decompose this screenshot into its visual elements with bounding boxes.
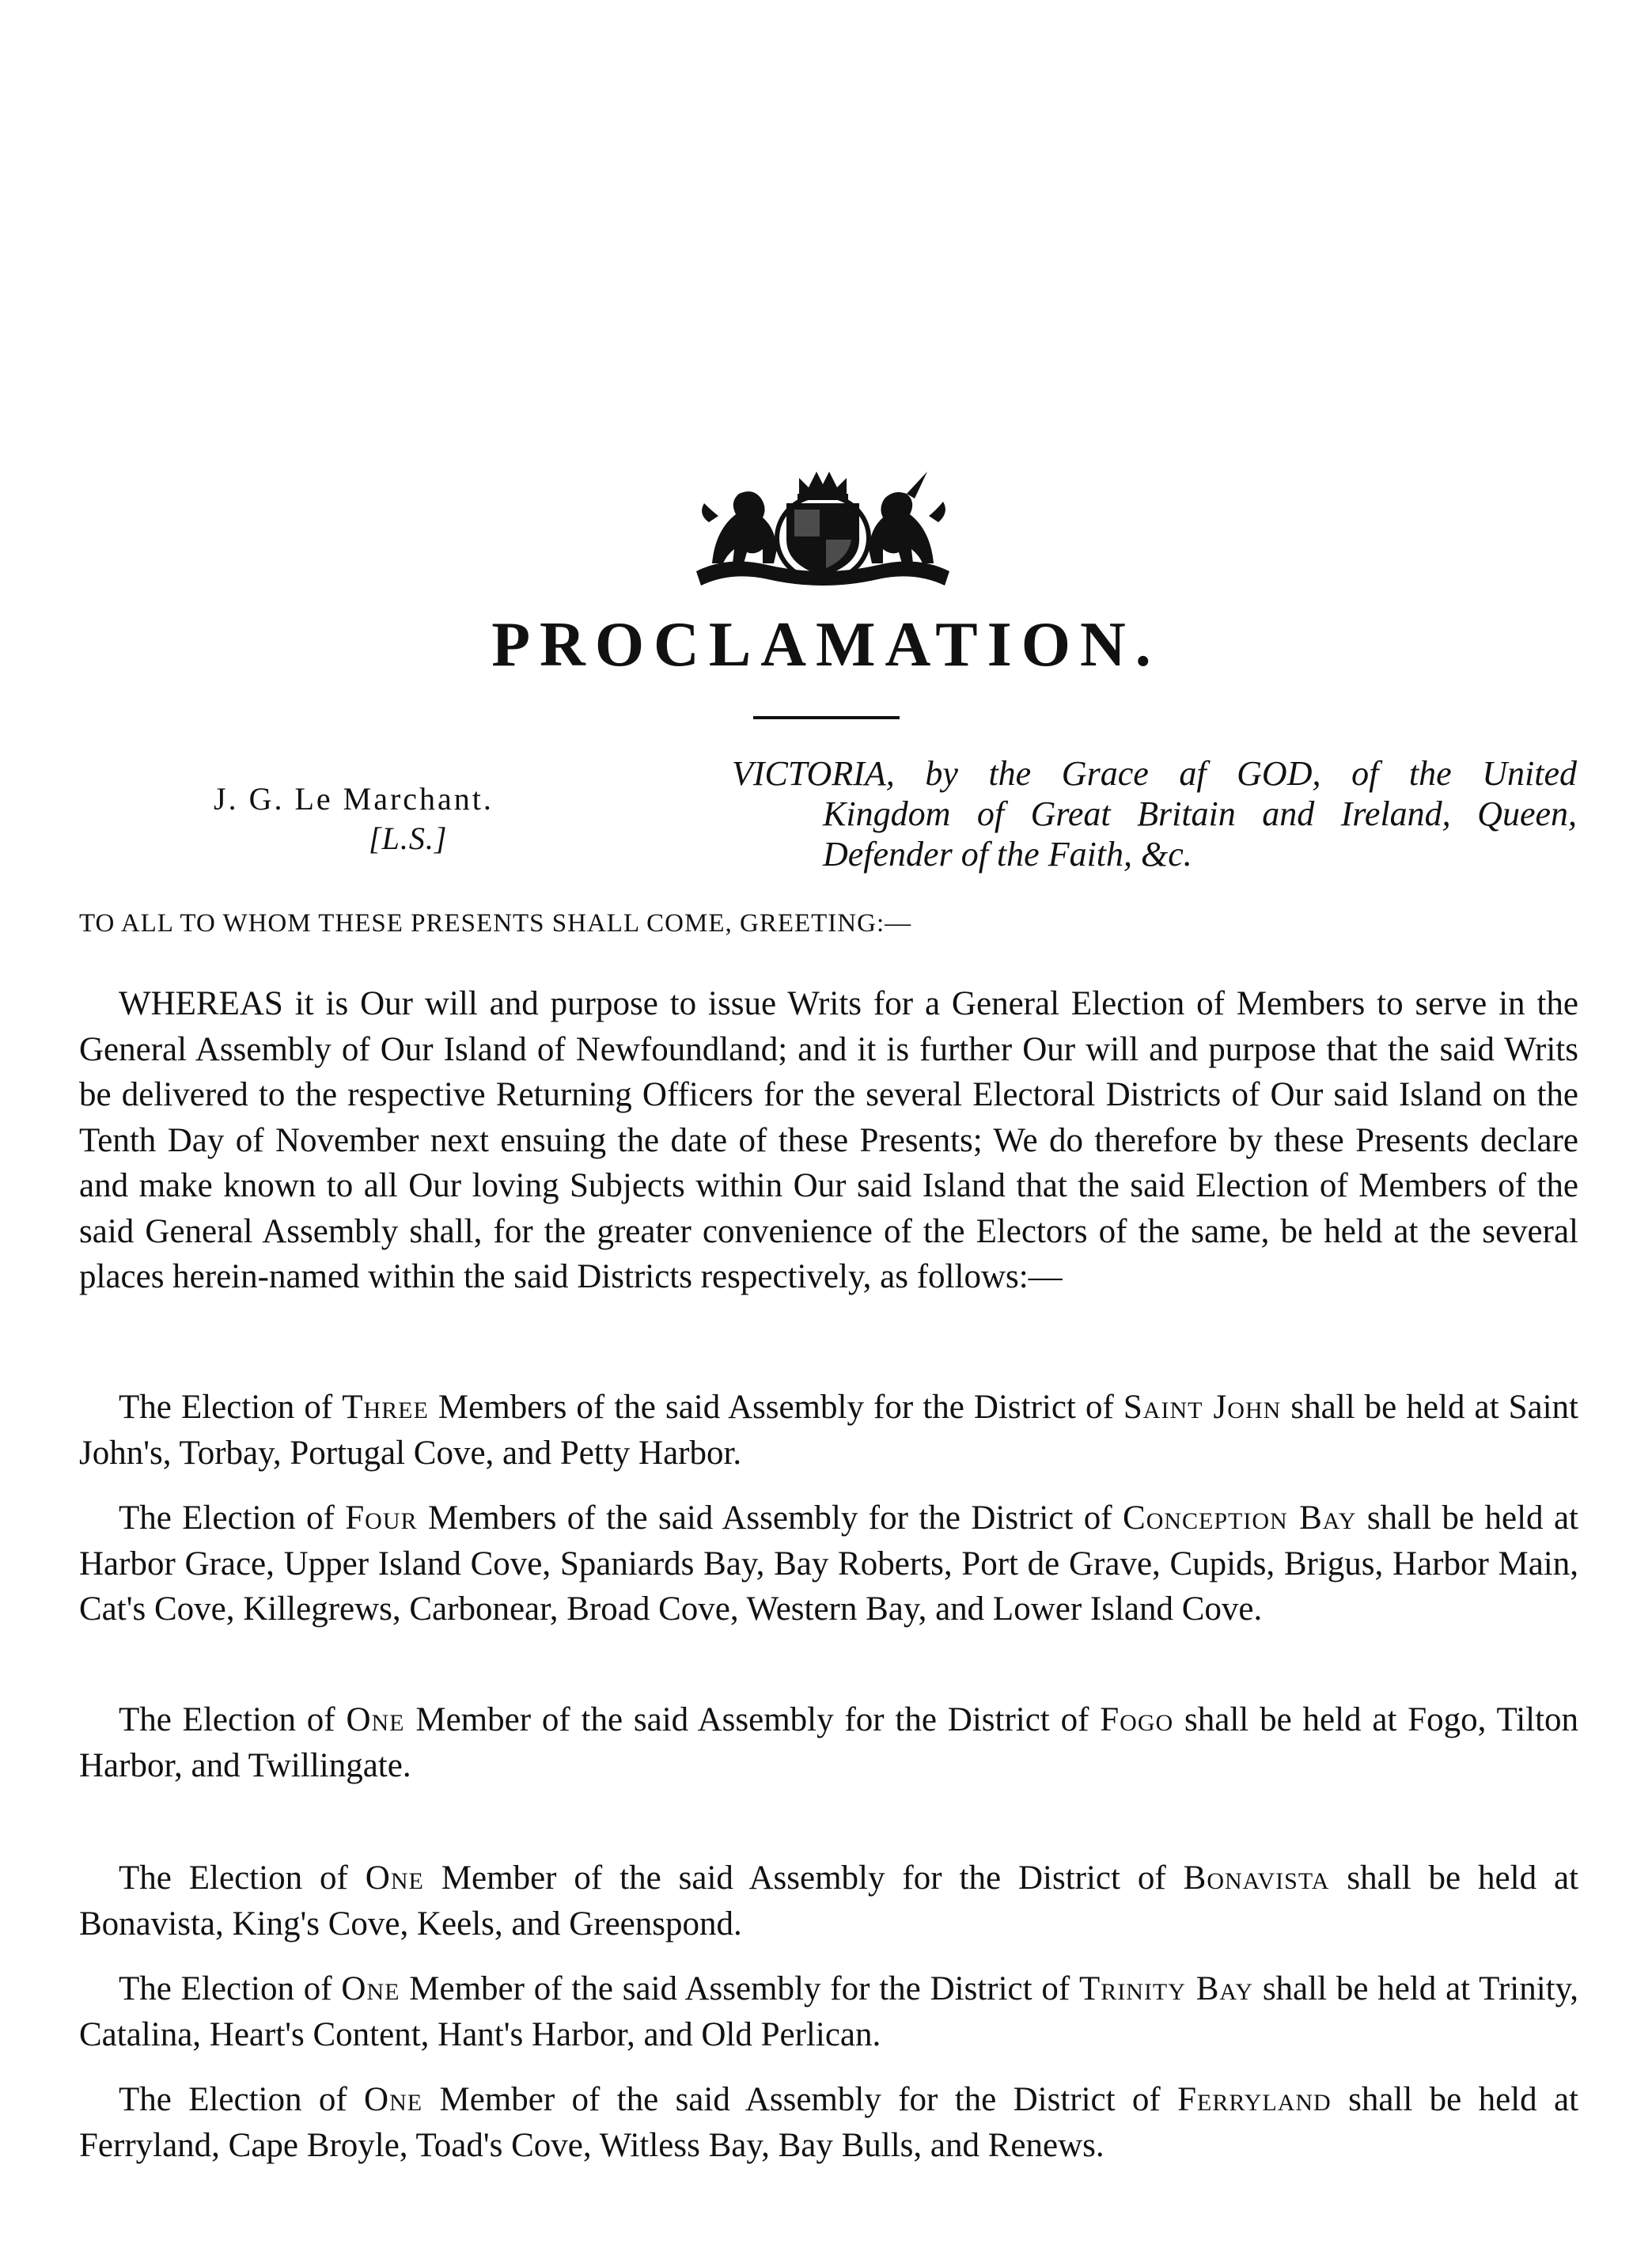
district-name: Ferryland bbox=[1177, 2081, 1332, 2118]
district-name: Fogo bbox=[1100, 1701, 1174, 1738]
paragraph-lead: The Election of bbox=[119, 1389, 333, 1426]
polling-places: shall be held at Bonavista, King's Cove, Keels, and Greenspond. bbox=[79, 1859, 1579, 1943]
member-count: Four bbox=[345, 1499, 418, 1537]
paragraph-lead: The Election of bbox=[119, 1701, 335, 1738]
paragraph-mid: Member of the said Assembly for the District of bbox=[441, 1859, 1166, 1897]
district-paragraph bbox=[79, 2077, 1578, 2168]
royal-style-line-2: Kingdom of Great Britain and Ireland, Queen, bbox=[823, 794, 1577, 833]
district-paragraph bbox=[79, 1966, 1578, 2057]
greeting-line: TO ALL TO WHOM THESE PRESENTS SHALL COME, GREETING:— bbox=[79, 909, 912, 938]
district-paragraph bbox=[79, 1385, 1578, 1476]
district-name: Conception Bay bbox=[1123, 1499, 1357, 1537]
paragraph-lead: The Election of bbox=[119, 2081, 347, 2118]
member-count: Three bbox=[342, 1389, 429, 1426]
royal-coat-of-arms-icon bbox=[680, 467, 965, 593]
paragraph-mid: Member of the said Assembly for the District of bbox=[439, 2081, 1161, 2118]
district-name: Bonavista bbox=[1183, 1859, 1330, 1897]
paragraph-lead: The Election of bbox=[119, 1970, 332, 2007]
proclamation-title: PROCLAMATION. bbox=[491, 610, 1161, 680]
district-paragraph bbox=[79, 1495, 1578, 1632]
paragraph-lead: The Election of bbox=[119, 1499, 335, 1537]
governor-block bbox=[214, 779, 593, 859]
polling-places: shall be held at Ferryland, Cape Broyle, Toad's Cove, Witless Bay, Bay Bulls, and Renews. bbox=[79, 2081, 1579, 2164]
member-count: One bbox=[364, 2081, 423, 2118]
polling-places: shall be held at Fogo, Tilton Harbor, and Twillingate. bbox=[79, 1701, 1579, 1784]
polling-places: shall be held at Saint John's, Torbay, Portugal Cove, and Petty Harbor. bbox=[79, 1389, 1579, 1472]
paragraph-mid: Members of the said Assembly for the District of bbox=[427, 1499, 1112, 1537]
district-name: Saint John bbox=[1123, 1389, 1282, 1426]
district-paragraph bbox=[79, 1697, 1578, 1788]
district-paragraph bbox=[79, 1856, 1578, 1946]
royal-style bbox=[732, 753, 1577, 874]
paragraph-mid: Member of the said Assembly for the District of bbox=[409, 1970, 1070, 2007]
polling-places: shall be held at Harbor Grace, Upper Island Cove, Spaniards Bay, Bay Roberts, Port de Grave, Cupids, Brigus, Harbor Main, Cat's Cove, Killegrews, Carbonear, Broad Cove, Western Bay, and Lower Island Cove. bbox=[79, 1499, 1578, 1628]
polling-places: shall be held at Trinity, Catalina, Heart's Content, Hant's Harbor, and Old Perlican. bbox=[79, 1970, 1579, 2053]
royal-style-line-3: Defender of the Faith, &c. bbox=[823, 835, 1192, 874]
paragraph-mid: Member of the said Assembly for the District of bbox=[415, 1701, 1089, 1738]
seal-mark: [L.S.] bbox=[369, 821, 448, 856]
paragraph-mid: Members of the said Assembly for the District of bbox=[438, 1389, 1114, 1426]
preamble-paragraph: WHEREAS it is Our will and purpose to issue Writs for a General Election of Members to serve in the General Assembly of Our Island of Newfoundland; and it is further Our will and purpose that the said Writs be delivered to the respective Returning Officers for the several Electoral Districts of Our said Island on the Tenth Day of November next ensuing the date of these Presents; We do therefore by these Presents declare and make known to all Our loving Subjects within Our said Island that the said Election of Members of the said General Assembly shall, for the greater convenience of the Electors of the same, be held at the several places herein-named within the said Districts respectively, as follows:— bbox=[79, 985, 1578, 1295]
governor-name: J. G. Le Marchant. bbox=[214, 781, 494, 817]
title-divider bbox=[753, 716, 900, 719]
member-count: One bbox=[341, 1970, 400, 2007]
district-name: Trinity Bay bbox=[1079, 1970, 1253, 2007]
member-count: One bbox=[346, 1701, 405, 1738]
member-count: One bbox=[365, 1859, 424, 1897]
royal-style-line-1: VICTORIA, by the Grace af GOD, of the United bbox=[732, 754, 1577, 793]
paragraph-lead: The Election of bbox=[119, 1859, 348, 1897]
